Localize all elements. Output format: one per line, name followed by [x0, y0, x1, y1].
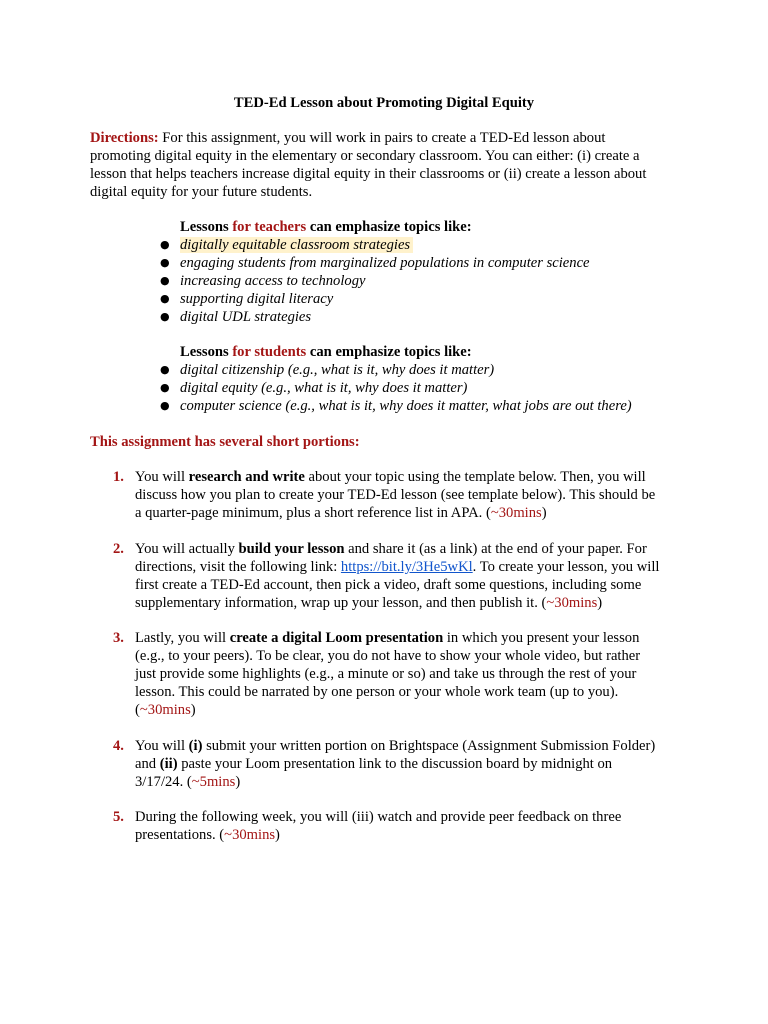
item-1-line: You will research and write about your topic using the template below. Then, you will [135, 469, 646, 485]
teachers-heading: Lessons for teachers can emphasize topics like: [180, 219, 472, 235]
item-4-line: and (ii) paste your Loom presentation link to the discussion board by midnight on [135, 756, 613, 772]
item-4-line: You will (i) submit your written portion on Brightspace (Assignment Submission Folder) [135, 738, 656, 754]
item-1-line: a quarter-page minimum, plus a short reference list in APA. (~30mins) [135, 505, 547, 521]
item-2-line: supplementary information, wrap up your lesson, and then publish it. (~30mins) [135, 595, 603, 611]
item-number: 3. [113, 630, 124, 646]
document-title: TED-Ed Lesson about Promoting Digital Equity [233, 95, 535, 111]
item-4-line: 3/17/24. (~5mins) [135, 774, 241, 790]
time-estimate: ~30mins [490, 505, 542, 521]
teacher-topic: engaging students from marginalized populations in computer science [180, 255, 590, 271]
teacher-topic: digital UDL strategies [180, 309, 312, 325]
teacher-topic: increasing access to technology [180, 273, 366, 289]
bullet-icon: ● [160, 238, 170, 251]
directions-line-3: lesson that helps teachers increase digital equity in their classrooms or (ii) create a lesson about [90, 166, 647, 182]
item-5-line: presentations. (~30mins) [135, 827, 280, 843]
item-3-line: Lastly, you will create a digital Loom presentation in which you present your lesson [135, 630, 640, 646]
time-estimate: ~5mins [191, 774, 236, 790]
directions-line-4: digital equity for your future students. [90, 184, 313, 200]
item-3-line: (~30mins) [135, 702, 196, 718]
item-3-line: just provide some highlights (e.g., a minute or so) and take us through the rest of your [135, 666, 637, 682]
item-2-line: You will actually build your lesson and share it (as a link) at the end of your paper. For [135, 541, 647, 557]
directions-label: Directions: [90, 130, 159, 146]
item-5-line: During the following week, you will (iii) watch and provide peer feedback on three [135, 809, 622, 825]
item-number: 4. [113, 738, 124, 754]
students-heading: Lessons for students can emphasize topics like: [180, 344, 472, 360]
bullet-icon: ● [160, 256, 170, 269]
student-topic: digital equity (e.g., what is it, why does it matter) [180, 380, 468, 396]
student-topic: computer science (e.g., what is it, why does it matter, what jobs are out there) [180, 398, 632, 414]
time-estimate: ~30mins [546, 595, 598, 611]
bullet-icon: ● [160, 399, 170, 412]
item-3-line: lesson. This could be narrated by one person or your whole work team (up to you). [135, 684, 619, 700]
item-3-line: (e.g., to your peers). To be clear, you do not have to show your whole video, but rather [135, 648, 641, 664]
directions-line-1: Directions: For this assignment, you will work in pairs to create a TED-Ed lesson about [90, 130, 606, 146]
item-2-line: first create a TED-Ed account, then pick a video, draft some questions, including some [135, 577, 642, 593]
highlighted-text: digitally equitable classroom strategies [180, 237, 413, 253]
portions-heading: This assignment has several short portions: [90, 434, 360, 450]
bullet-icon: ● [160, 292, 170, 305]
item-number: 5. [113, 809, 124, 825]
item-1-line: discuss how you plan to create your TED-Ed lesson (see template below). This should be [135, 487, 656, 503]
directions-line-2: promoting digital equity in the elementary or secondary classroom. You can either: (i) create a [90, 148, 640, 164]
student-topic: digital citizenship (e.g., what is it, why does it matter) [180, 362, 495, 378]
item-number: 1. [113, 469, 124, 485]
item-number: 2. [113, 541, 124, 557]
teacher-topic: supporting digital literacy [180, 291, 334, 307]
time-estimate: ~30mins [224, 827, 276, 843]
bullet-icon: ● [160, 274, 170, 287]
time-estimate: ~30mins [139, 702, 191, 718]
bitly-link[interactable]: https://bit.ly/3He5wKl [340, 559, 473, 575]
bullet-icon: ● [160, 310, 170, 323]
teacher-topic [180, 236, 413, 254]
item-2-line: directions, visit the following link: https://bit.ly/3He5wKl. To create your lesson, you will [135, 559, 660, 575]
bullet-icon: ● [160, 381, 170, 394]
bullet-icon: ● [160, 363, 170, 376]
